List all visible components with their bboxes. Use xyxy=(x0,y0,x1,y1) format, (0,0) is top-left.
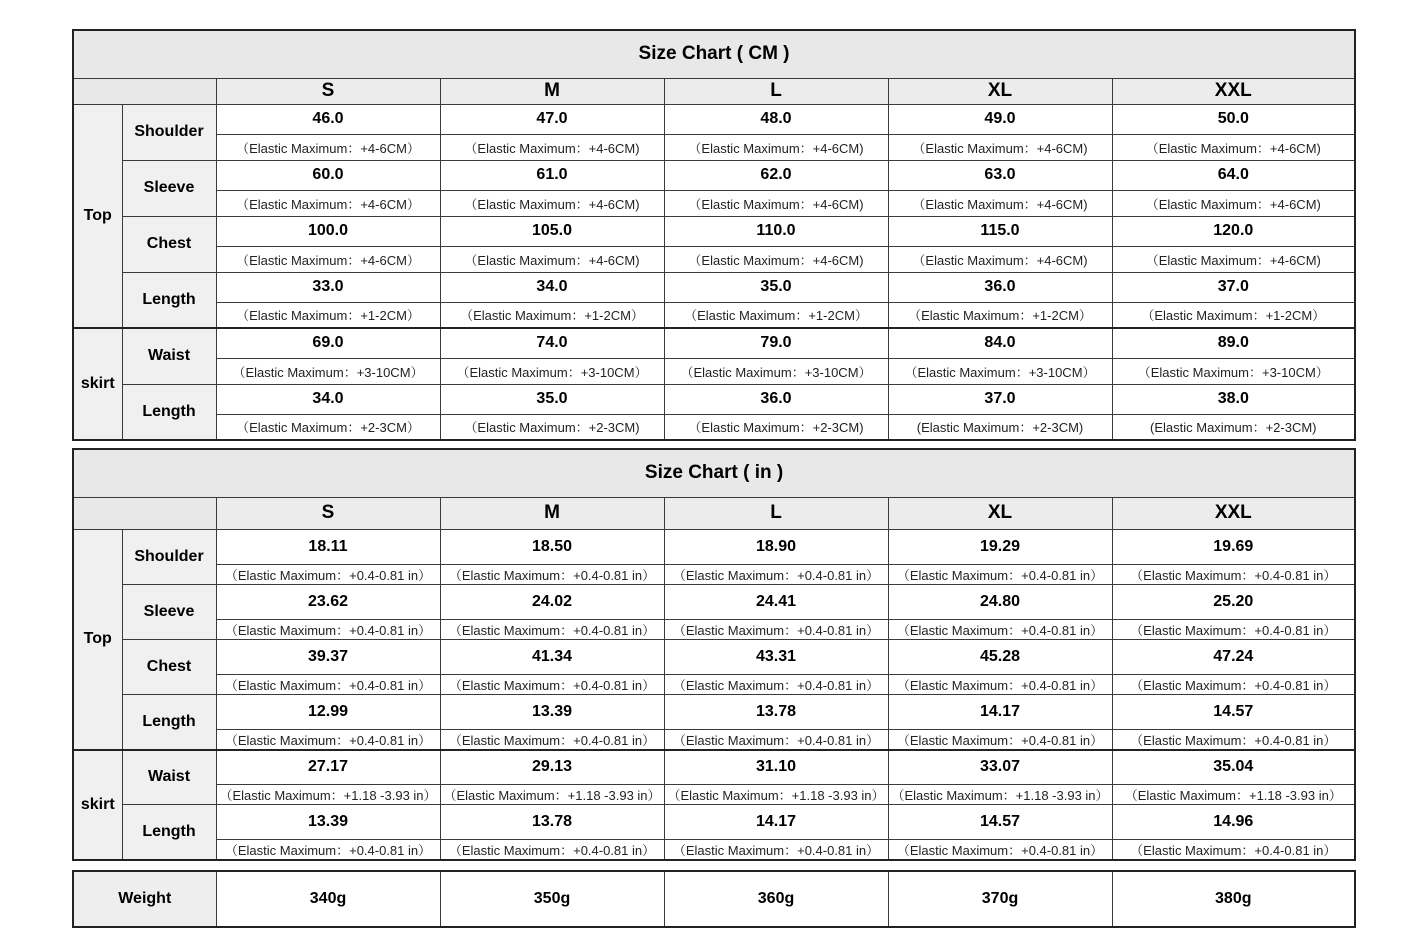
measurement-value: 19.29 xyxy=(888,529,1112,564)
measurement-value: 49.0 xyxy=(888,104,1112,134)
measurement-value: 60.0 xyxy=(216,160,440,190)
measurement-value: 64.0 xyxy=(1112,160,1355,190)
measurement-value: 36.0 xyxy=(888,272,1112,302)
measurement-value: 35.04 xyxy=(1112,750,1355,785)
size-header-l: L xyxy=(664,497,888,529)
measurement-value: 47.0 xyxy=(440,104,664,134)
measurement-row xyxy=(73,805,1355,840)
measurement-row xyxy=(73,694,1355,729)
elastic-note: （Elastic Maximum：+4-6CM) xyxy=(664,246,888,272)
measurement-row xyxy=(73,529,1355,564)
elastic-note: （Elastic Maximum：+4-6CM） xyxy=(216,246,440,272)
elastic-note-row xyxy=(73,246,1355,272)
measurement-label: Waist xyxy=(122,750,216,805)
size-header-m: M xyxy=(440,497,664,529)
elastic-note: （Elastic Maximum：+4-6CM） xyxy=(216,190,440,216)
weight-value-s: 340g xyxy=(216,871,440,927)
measurement-value: 74.0 xyxy=(440,328,664,358)
elastic-note: （Elastic Maximum：+0.4-0.81 in） xyxy=(888,674,1112,694)
measurement-row xyxy=(73,216,1355,246)
elastic-note: （Elastic Maximum：+0.4-0.81 in） xyxy=(664,840,888,861)
measurement-label: Chest xyxy=(122,639,216,694)
elastic-note: （Elastic Maximum：+0.4-0.81 in） xyxy=(216,564,440,584)
measurement-value: 12.99 xyxy=(216,694,440,729)
measurement-value: 84.0 xyxy=(888,328,1112,358)
weight-label: Weight xyxy=(73,871,216,927)
elastic-note: （Elastic Maximum：+3-10CM） xyxy=(440,358,664,384)
measurement-value: 50.0 xyxy=(1112,104,1355,134)
elastic-note: （Elastic Maximum：+4-6CM) xyxy=(888,190,1112,216)
measurement-value: 35.0 xyxy=(664,272,888,302)
measurement-value: 24.41 xyxy=(664,584,888,619)
chart-title: Size Chart ( in ) xyxy=(73,449,1355,497)
elastic-note: （Elastic Maximum：+0.4-0.81 in） xyxy=(1112,674,1355,694)
elastic-note: （Elastic Maximum：+0.4-0.81 in） xyxy=(664,674,888,694)
measurement-value: 61.0 xyxy=(440,160,664,190)
elastic-note: （Elastic Maximum：+1-2CM） xyxy=(1112,302,1355,328)
measurement-label: Sleeve xyxy=(122,584,216,639)
weight-table-grid xyxy=(72,870,1356,928)
measurement-row xyxy=(73,104,1355,134)
measurement-label: Shoulder xyxy=(122,104,216,160)
elastic-note: （Elastic Maximum：+0.4-0.81 in） xyxy=(1112,564,1355,584)
measurement-value: 33.07 xyxy=(888,750,1112,785)
elastic-note: （Elastic Maximum：+0.4-0.81 in） xyxy=(1112,729,1355,750)
measurement-value: 46.0 xyxy=(216,104,440,134)
elastic-note: （Elastic Maximum：+1.18 -3.93 in） xyxy=(1112,785,1355,805)
group-label: skirt xyxy=(73,328,122,440)
elastic-note: （Elastic Maximum：+4-6CM) xyxy=(440,246,664,272)
measurement-value: 24.02 xyxy=(440,584,664,619)
elastic-note: （Elastic Maximum：+3-10CM） xyxy=(888,358,1112,384)
elastic-note: （Elastic Maximum：+4-6CM) xyxy=(888,134,1112,160)
size-header-l: L xyxy=(664,78,888,104)
measurement-value: 62.0 xyxy=(664,160,888,190)
elastic-note: （Elastic Maximum：+3-10CM） xyxy=(1112,358,1355,384)
group-label: Top xyxy=(73,529,122,750)
size-header-s: S xyxy=(216,78,440,104)
measurement-value: 25.20 xyxy=(1112,584,1355,619)
measurement-row xyxy=(73,584,1355,619)
size-chart-in-table xyxy=(72,448,1356,861)
elastic-note: （Elastic Maximum：+4-6CM) xyxy=(888,246,1112,272)
elastic-note: （Elastic Maximum：+3-10CM） xyxy=(216,358,440,384)
elastic-note: （Elastic Maximum：+4-6CM） xyxy=(216,134,440,160)
size-chart-in xyxy=(72,448,1354,861)
size-header-xxl: XXL xyxy=(1112,497,1355,529)
elastic-note: （Elastic Maximum：+0.4-0.81 in） xyxy=(440,674,664,694)
elastic-note: （Elastic Maximum：+0.4-0.81 in） xyxy=(664,564,888,584)
group-label: Top xyxy=(73,104,122,328)
elastic-note: （Elastic Maximum：+0.4-0.81 in） xyxy=(216,674,440,694)
elastic-note: （Elastic Maximum：+4-6CM) xyxy=(1112,246,1355,272)
measurement-value: 18.11 xyxy=(216,529,440,564)
measurement-value: 115.0 xyxy=(888,216,1112,246)
measurement-label: Sleeve xyxy=(122,160,216,216)
elastic-note: （Elastic Maximum：+0.4-0.81 in） xyxy=(216,840,440,861)
elastic-note: （Elastic Maximum：+0.4-0.81 in） xyxy=(216,729,440,750)
size-header-xl: XL xyxy=(888,497,1112,529)
elastic-note: （Elastic Maximum：+1-2CM） xyxy=(888,302,1112,328)
measurement-value: 43.31 xyxy=(664,639,888,674)
elastic-note: （Elastic Maximum：+3-10CM） xyxy=(664,358,888,384)
measurement-value: 13.39 xyxy=(440,694,664,729)
elastic-note: (Elastic Maximum：+2-3CM) xyxy=(1112,414,1355,440)
measurement-label: Length xyxy=(122,805,216,861)
measurement-value: 14.57 xyxy=(1112,694,1355,729)
elastic-note: （Elastic Maximum：+1-2CM） xyxy=(440,302,664,328)
elastic-note: （Elastic Maximum：+0.4-0.81 in） xyxy=(664,619,888,639)
size-header-xxl: XXL xyxy=(1112,78,1355,104)
measurement-value: 47.24 xyxy=(1112,639,1355,674)
elastic-note: （Elastic Maximum：+1-2CM） xyxy=(216,302,440,328)
elastic-note: （Elastic Maximum：+0.4-0.81 in） xyxy=(664,729,888,750)
measurement-label: Length xyxy=(122,384,216,440)
elastic-note: （Elastic Maximum：+0.4-0.81 in） xyxy=(888,840,1112,861)
measurement-value: 45.28 xyxy=(888,639,1112,674)
size-header-xl: XL xyxy=(888,78,1112,104)
header-corner xyxy=(73,497,216,529)
elastic-note-row xyxy=(73,564,1355,584)
elastic-note: （Elastic Maximum：+0.4-0.81 in） xyxy=(440,729,664,750)
elastic-note: （Elastic Maximum：+4-6CM) xyxy=(440,134,664,160)
measurement-value: 35.0 xyxy=(440,384,664,414)
elastic-note: （Elastic Maximum：+1.18 -3.93 in） xyxy=(664,785,888,805)
elastic-note: （Elastic Maximum：+2-3CM) xyxy=(440,414,664,440)
elastic-note: （Elastic Maximum：+0.4-0.81 in） xyxy=(440,619,664,639)
weight-value-xxl: 380g xyxy=(1112,871,1355,927)
elastic-note: （Elastic Maximum：+0.4-0.81 in） xyxy=(888,619,1112,639)
measurement-value: 14.17 xyxy=(664,805,888,840)
size-header-m: M xyxy=(440,78,664,104)
elastic-note: （Elastic Maximum：+1.18 -3.93 in） xyxy=(888,785,1112,805)
elastic-note: （Elastic Maximum：+4-6CM) xyxy=(440,190,664,216)
elastic-note: （Elastic Maximum：+4-6CM) xyxy=(1112,134,1355,160)
measurement-value: 48.0 xyxy=(664,104,888,134)
size-header-s: S xyxy=(216,497,440,529)
chart-title: Size Chart ( CM ) xyxy=(73,30,1355,78)
group-label: skirt xyxy=(73,750,122,861)
elastic-note: （Elastic Maximum：+0.4-0.81 in） xyxy=(888,729,1112,750)
weight-table xyxy=(72,870,1354,928)
measurement-value: 100.0 xyxy=(216,216,440,246)
measurement-value: 41.34 xyxy=(440,639,664,674)
measurement-value: 13.78 xyxy=(440,805,664,840)
measurement-label: Waist xyxy=(122,328,216,384)
elastic-note-row xyxy=(73,840,1355,861)
measurement-row xyxy=(73,328,1355,358)
measurement-label: Length xyxy=(122,694,216,750)
measurement-row xyxy=(73,384,1355,414)
elastic-note: （Elastic Maximum：+2-3CM) xyxy=(664,414,888,440)
measurement-value: 120.0 xyxy=(1112,216,1355,246)
elastic-note: （Elastic Maximum：+0.4-0.81 in） xyxy=(440,564,664,584)
measurement-value: 33.0 xyxy=(216,272,440,302)
elastic-note: （Elastic Maximum：+0.4-0.81 in） xyxy=(216,619,440,639)
elastic-note: （Elastic Maximum：+4-6CM) xyxy=(664,134,888,160)
measurement-label: Length xyxy=(122,272,216,328)
measurement-row xyxy=(73,750,1355,785)
elastic-note-row xyxy=(73,190,1355,216)
elastic-note: （Elastic Maximum：+0.4-0.81 in） xyxy=(440,840,664,861)
measurement-value: 63.0 xyxy=(888,160,1112,190)
measurement-value: 13.78 xyxy=(664,694,888,729)
measurement-label: Shoulder xyxy=(122,529,216,584)
measurement-value: 27.17 xyxy=(216,750,440,785)
size-chart-cm xyxy=(72,29,1354,441)
measurement-value: 110.0 xyxy=(664,216,888,246)
elastic-note-row xyxy=(73,674,1355,694)
elastic-note-row xyxy=(73,414,1355,440)
measurement-value: 36.0 xyxy=(664,384,888,414)
measurement-value: 13.39 xyxy=(216,805,440,840)
elastic-note: （Elastic Maximum：+0.4-0.81 in） xyxy=(1112,619,1355,639)
measurement-row xyxy=(73,639,1355,674)
size-chart-cm-table xyxy=(72,29,1356,441)
measurement-value: 14.57 xyxy=(888,805,1112,840)
header-corner xyxy=(73,78,216,104)
elastic-note: （Elastic Maximum：+4-6CM) xyxy=(1112,190,1355,216)
elastic-note-row xyxy=(73,619,1355,639)
elastic-note-row xyxy=(73,302,1355,328)
elastic-note: （Elastic Maximum：+1.18 -3.93 in） xyxy=(216,785,440,805)
measurement-value: 31.10 xyxy=(664,750,888,785)
measurement-value: 34.0 xyxy=(216,384,440,414)
measurement-value: 38.0 xyxy=(1112,384,1355,414)
measurement-value: 39.37 xyxy=(216,639,440,674)
elastic-note: (Elastic Maximum：+2-3CM) xyxy=(888,414,1112,440)
measurement-value: 79.0 xyxy=(664,328,888,358)
measurement-value: 19.69 xyxy=(1112,529,1355,564)
measurement-value: 29.13 xyxy=(440,750,664,785)
measurement-row xyxy=(73,160,1355,190)
measurement-value: 105.0 xyxy=(440,216,664,246)
elastic-note: （Elastic Maximum：+1.18 -3.93 in） xyxy=(440,785,664,805)
measurement-label: Chest xyxy=(122,216,216,272)
measurement-value: 18.50 xyxy=(440,529,664,564)
measurement-value: 18.90 xyxy=(664,529,888,564)
weight-value-m: 350g xyxy=(440,871,664,927)
elastic-note-row xyxy=(73,785,1355,805)
measurement-value: 37.0 xyxy=(888,384,1112,414)
measurement-value: 34.0 xyxy=(440,272,664,302)
measurement-value: 37.0 xyxy=(1112,272,1355,302)
measurement-value: 24.80 xyxy=(888,584,1112,619)
weight-value-xl: 370g xyxy=(888,871,1112,927)
elastic-note: （Elastic Maximum：+4-6CM) xyxy=(664,190,888,216)
measurement-value: 23.62 xyxy=(216,584,440,619)
measurement-value: 14.96 xyxy=(1112,805,1355,840)
elastic-note: （Elastic Maximum：+0.4-0.81 in） xyxy=(1112,840,1355,861)
measurement-value: 89.0 xyxy=(1112,328,1355,358)
elastic-note-row xyxy=(73,358,1355,384)
measurement-row xyxy=(73,272,1355,302)
elastic-note: （Elastic Maximum：+1-2CM） xyxy=(664,302,888,328)
elastic-note-row xyxy=(73,134,1355,160)
measurement-value: 14.17 xyxy=(888,694,1112,729)
elastic-note: （Elastic Maximum：+2-3CM） xyxy=(216,414,440,440)
measurement-value: 69.0 xyxy=(216,328,440,358)
elastic-note: （Elastic Maximum：+0.4-0.81 in） xyxy=(888,564,1112,584)
elastic-note-row xyxy=(73,729,1355,750)
weight-value-l: 360g xyxy=(664,871,888,927)
